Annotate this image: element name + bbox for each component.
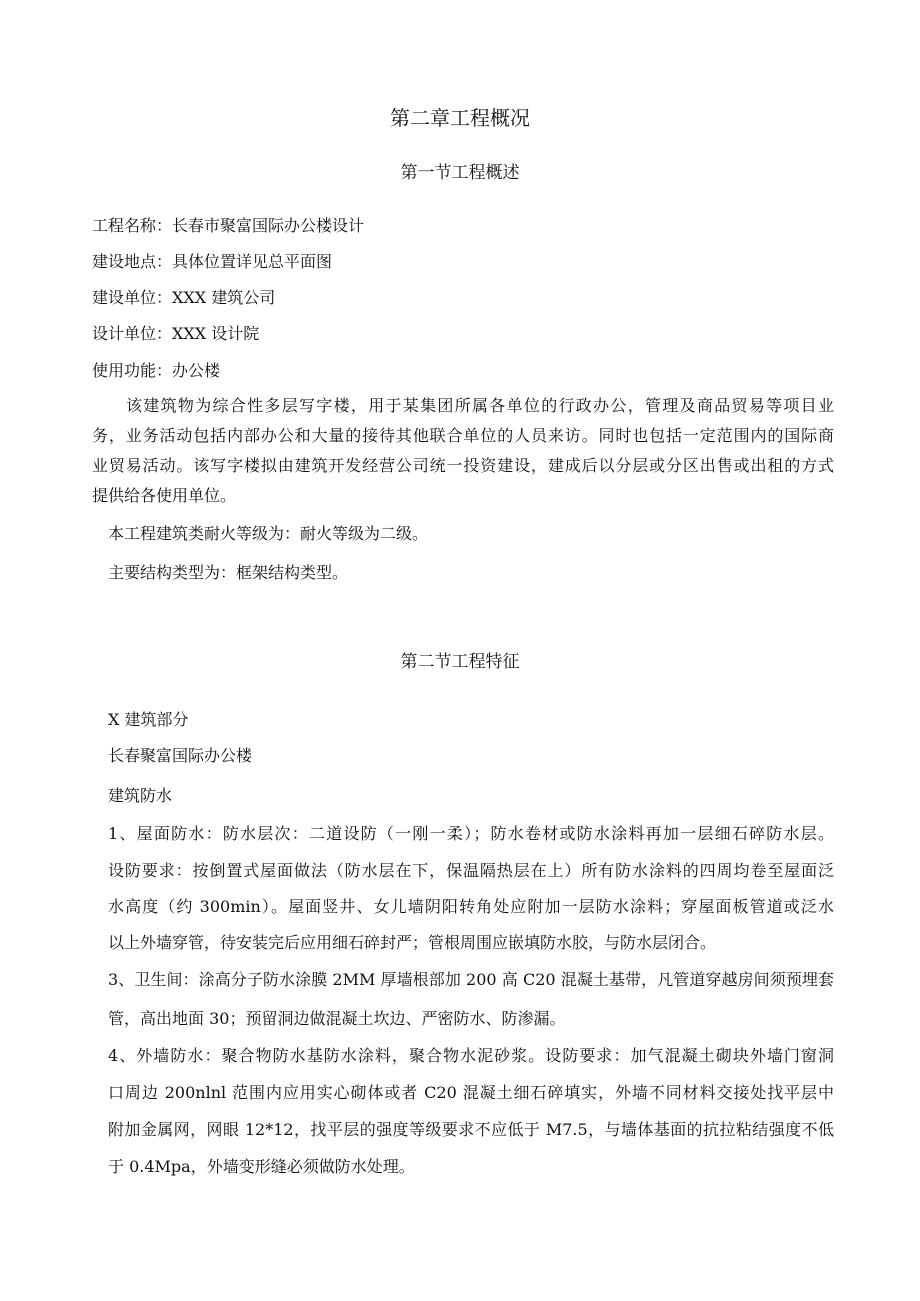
description-line: 提供给各使用单位。 <box>92 486 237 505</box>
structure-type: 主要结构类型为：框架结构类型。 <box>108 563 349 582</box>
item1-line: 设防要求：按倒置式屋面做法（防水层在下，保温隔热层在上）所有防水涂料的四周均卷至屋面泛 <box>108 861 834 880</box>
item1-line: 以上外墙穿管，待安装完后应用细石碎封严；管根周围应嵌填防水胶，与防水层闭合。 <box>108 933 717 952</box>
field-location: 建设地点：具体位置详见总平面图 <box>92 252 333 271</box>
item1-line: 1、屋面防水：防水层次：二道设防（一刚一柔）；防水卷材或防水涂料再加一层细石碎防水层。 <box>108 824 834 843</box>
item4-line: 4、外墙防水：聚合物防水基防水涂料，聚合物水泥砂浆。设防要求：加气混凝土砌块外墙门窗洞 <box>108 1046 834 1065</box>
item4-line: 口周边 200nlnl 范围内应用实心砌体或者 C20 混凝土细石碎填实，外墙不同材料交接处找平层中 <box>108 1083 834 1102</box>
item4-line: 附加金属网，网眼 12*12，找平层的强度等级要求不应低于 M7.5，与墙体基面的抗拉粘结强度不低 <box>108 1120 834 1139</box>
description-line: 业贸易活动。该写字楼拟由建筑开发经营公司统一投资建设，建成后以分层或分区出售或出租的方式 <box>92 456 834 475</box>
building-name: 长春聚富国际办公楼 <box>108 746 253 765</box>
field-function: 使用功能：办公楼 <box>92 361 221 380</box>
field-project-name: 工程名称：长春市聚富国际办公楼设计 <box>92 216 365 235</box>
item3-line: 3、卫生间：涂高分子防水涂膜 2MM 厚墙根部加 200 高 C20 混凝土基带，凡管道穿越房间须预埋套 <box>108 970 834 989</box>
part-label: X 建筑部分 <box>108 710 189 729</box>
field-designer: 设计单位：XXX 设计院 <box>92 324 260 343</box>
chapter-title: 第二章工程概况 <box>390 106 530 130</box>
description-line: 该建筑物为综合性多层写字楼，用于某集团所属各单位的行政办公，管理及商品贸易等项目业 <box>126 396 834 415</box>
section2-title: 第二节工程特征 <box>400 652 520 672</box>
fire-rating: 本工程建筑类耐火等级为：耐火等级为二级。 <box>108 524 429 543</box>
description-line: 务，业务活动包括内部办公和大量的接待其他联合单位的人员来访。同时也包括一定范围内的国际商 <box>92 426 834 445</box>
section1-title: 第一节工程概述 <box>400 163 520 183</box>
item3-line: 管，高出地面 30；预留洞边做混凝土坎边、严密防水、防渗漏。 <box>108 1009 566 1028</box>
field-developer: 建设单位：XXX 建筑公司 <box>92 288 276 307</box>
item1-line: 水高度（约 300min）。屋面竖井、女儿墙阴阳转角处应附加一层防水涂料；穿屋面板管道或泛水 <box>108 897 834 916</box>
sub-heading-waterproofing: 建筑防水 <box>108 786 173 805</box>
item4-line: 于 0.4Mpa，外墙变形缝必须做防水处理。 <box>108 1157 415 1176</box>
